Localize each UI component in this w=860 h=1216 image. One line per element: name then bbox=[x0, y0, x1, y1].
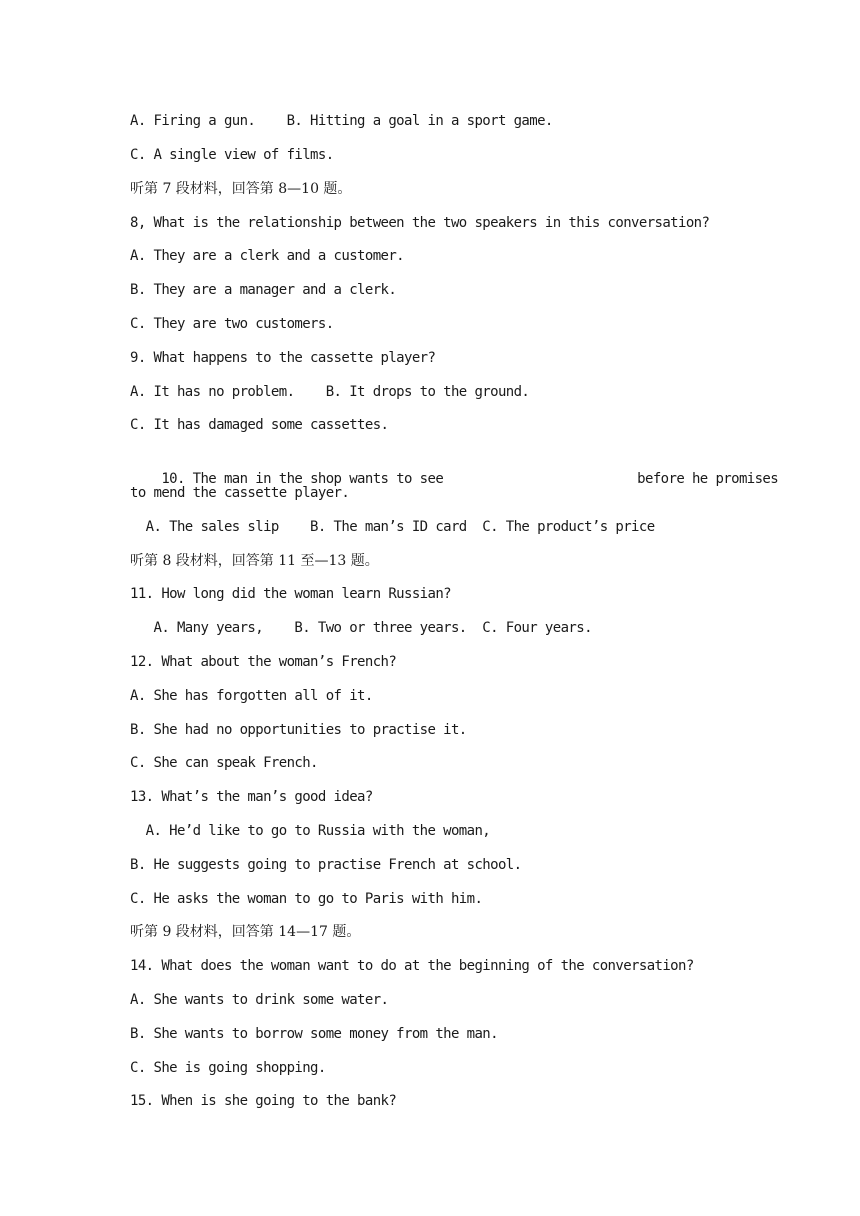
section-heading: 听第 8 段材料，回答第 11 至—13 题。 bbox=[130, 553, 379, 569]
question-line: 9. What happens to the cassette player? bbox=[130, 350, 436, 366]
question-line: 14. What does the woman want to do at the beginning of the conversation? bbox=[130, 958, 694, 974]
option-line: C. A single view of films. bbox=[130, 147, 334, 163]
option-line: C. She can speak French. bbox=[130, 755, 318, 771]
option-line: C. They are two customers. bbox=[130, 316, 334, 332]
option-line: C. He asks the woman to go to Paris with him. bbox=[130, 891, 483, 907]
option-line: A. It has no problem. B. It drops to the ground. bbox=[130, 384, 530, 400]
option-line: A. She has forgotten all of it. bbox=[130, 688, 373, 704]
question-line: 12. What about the woman’s French? bbox=[130, 654, 397, 670]
option-line: C. It has damaged some cassettes. bbox=[130, 417, 389, 433]
question-line: 11. How long did the woman learn Russian? bbox=[130, 586, 451, 602]
question-text-end: before he promises bbox=[637, 471, 779, 487]
option-line: A. The sales slip B. The man’s ID card C. The product’s price bbox=[130, 519, 655, 535]
option-line: A. He’d like to go to Russia with the woman, bbox=[130, 823, 491, 839]
option-line: A. They are a clerk and a customer. bbox=[130, 248, 405, 264]
question-line: 13. What’s the man’s good idea? bbox=[130, 789, 373, 805]
question-line: 15. When is she going to the bank? bbox=[130, 1093, 397, 1109]
question-line: 8, What is the relationship between the two speakers in this conversation? bbox=[130, 215, 710, 231]
question-line: to mend the cassette player. bbox=[130, 485, 350, 501]
option-line: B. They are a manager and a clerk. bbox=[130, 282, 397, 298]
section-heading: 听第 7 段材料，回答第 8—10 题。 bbox=[130, 181, 352, 197]
option-line: B. She wants to borrow some money from the man. bbox=[130, 1026, 498, 1042]
option-line: A. Firing a gun. B. Hitting a goal in a sport game. bbox=[130, 113, 553, 129]
option-line: A. She wants to drink some water. bbox=[130, 992, 389, 1008]
section-heading: 听第 9 段材料，回答第 14—17 题。 bbox=[130, 924, 361, 940]
question-text-start: 10. The man in the shop wants to see bbox=[161, 471, 444, 487]
option-line: B. He suggests going to practise French at school. bbox=[130, 857, 522, 873]
option-line: C. She is going shopping. bbox=[130, 1060, 326, 1076]
option-line: A. Many years, B. Two or three years. C. Four years. bbox=[130, 620, 592, 636]
option-line: B. She had no opportunities to practise it. bbox=[130, 722, 467, 738]
